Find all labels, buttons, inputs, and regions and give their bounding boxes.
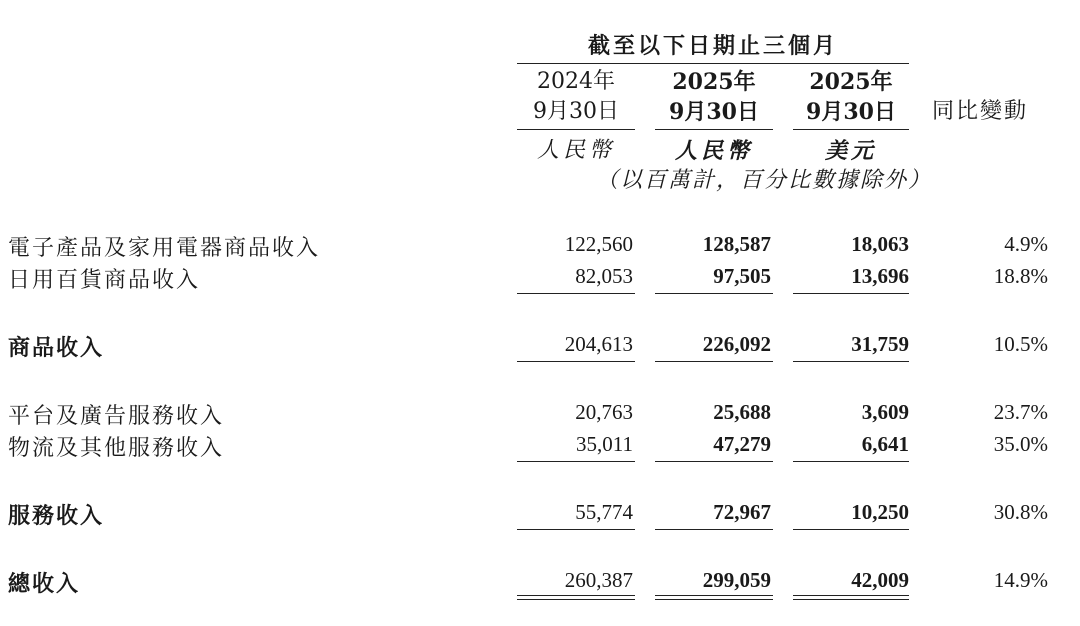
cell-product-revenue-yoy: 10.5% [993, 332, 1048, 356]
cell-service-revenue-2024: 55,774 [575, 500, 633, 524]
col-2025-usd-year: 2025年 [809, 69, 893, 95]
cell-logistics-yoy: 35.0% [993, 432, 1048, 456]
cell-logistics-2024: 35,011 [576, 432, 633, 456]
cell-electronics-yoy: 4.9% [1004, 232, 1048, 256]
col-2025-usd-currency: 美元 [824, 138, 877, 164]
subtotal-line [793, 461, 909, 462]
cell-total-revenue-2025-rmb: 299,059 [702, 568, 771, 592]
subtotal-line [517, 293, 635, 294]
cell-product-revenue-2025-usd: 31,759 [851, 332, 909, 356]
period-underline [517, 63, 909, 64]
cell-electronics-2025-rmb: 128,587 [702, 232, 771, 256]
unit-note: （以百萬計，百分比數據除外） [596, 168, 933, 193]
cell-platform-ads-2025-rmb: 25,688 [713, 400, 771, 424]
cell-electronics-2024: 122,560 [564, 232, 633, 256]
cell-service-revenue-2025-usd: 10,250 [851, 500, 909, 524]
row-label-logistics: 物流及其他服務收入 [8, 436, 225, 461]
cell-product-revenue-2025-rmb: 226,092 [702, 332, 771, 356]
subtotal-line [793, 293, 909, 294]
col-2024-underline [517, 129, 635, 130]
total-line [655, 361, 773, 362]
col-2024-date: 9月30日 [533, 99, 619, 124]
cell-logistics-2025-usd: 6,641 [861, 432, 909, 456]
col-2025-rmb-year: 2025年 [672, 69, 756, 95]
period-title: 截至以下日期止三個月 [587, 34, 838, 59]
cell-total-revenue-yoy: 14.9% [993, 568, 1048, 592]
total-line [517, 361, 635, 362]
total-line [655, 529, 773, 530]
cell-general-merchandise-2025-rmb: 97,505 [713, 264, 771, 288]
row-label-general-merchandise: 日用百貨商品收入 [8, 268, 201, 293]
col-2025-rmb-currency: 人民幣 [674, 138, 753, 164]
subtotal-line [655, 293, 773, 294]
cell-electronics-2025-usd: 18,063 [851, 232, 909, 256]
col-2024-currency: 人民幣 [536, 138, 615, 163]
cell-total-revenue-2024: 260,387 [564, 568, 633, 592]
total-line [793, 529, 909, 530]
grand-total-double-line [655, 595, 773, 600]
subtotal-line [517, 461, 635, 462]
cell-product-revenue-2024: 204,613 [564, 332, 633, 356]
row-label-total-revenue: 總收入 [8, 572, 81, 597]
cell-general-merchandise-2024: 82,053 [575, 264, 633, 288]
cell-total-revenue-2025-usd: 42,009 [851, 568, 909, 592]
col-2025-rmb-underline [655, 129, 773, 130]
col-2025-usd-underline [793, 129, 909, 130]
cell-logistics-2025-rmb: 47,279 [713, 432, 771, 456]
row-label-electronics: 電子產品及家用電器商品收入 [8, 236, 321, 261]
total-line [517, 529, 635, 530]
grand-total-double-line [793, 595, 909, 600]
cell-service-revenue-2025-rmb: 72,967 [713, 500, 771, 524]
cell-platform-ads-2025-usd: 3,609 [861, 400, 909, 424]
col-2025-rmb-date: 9月30日 [669, 99, 759, 125]
col-2024-year: 2024年 [537, 69, 615, 94]
cell-platform-ads-2024: 20,763 [575, 400, 633, 424]
col-2025-usd-date: 9月30日 [806, 99, 896, 125]
cell-general-merchandise-2025-usd: 13,696 [851, 264, 909, 288]
row-label-service-revenue: 服務收入 [8, 504, 105, 529]
row-label-platform-ads: 平台及廣告服務收入 [8, 404, 225, 429]
total-line [793, 361, 909, 362]
cell-platform-ads-yoy: 23.7% [993, 400, 1048, 424]
row-label-product-revenue: 商品收入 [8, 336, 105, 361]
cell-service-revenue-yoy: 30.8% [993, 500, 1048, 524]
subtotal-line [655, 461, 773, 462]
grand-total-double-line [517, 595, 635, 600]
yoy-header: 同比變動 [932, 99, 1029, 124]
cell-general-merchandise-yoy: 18.8% [993, 264, 1048, 288]
